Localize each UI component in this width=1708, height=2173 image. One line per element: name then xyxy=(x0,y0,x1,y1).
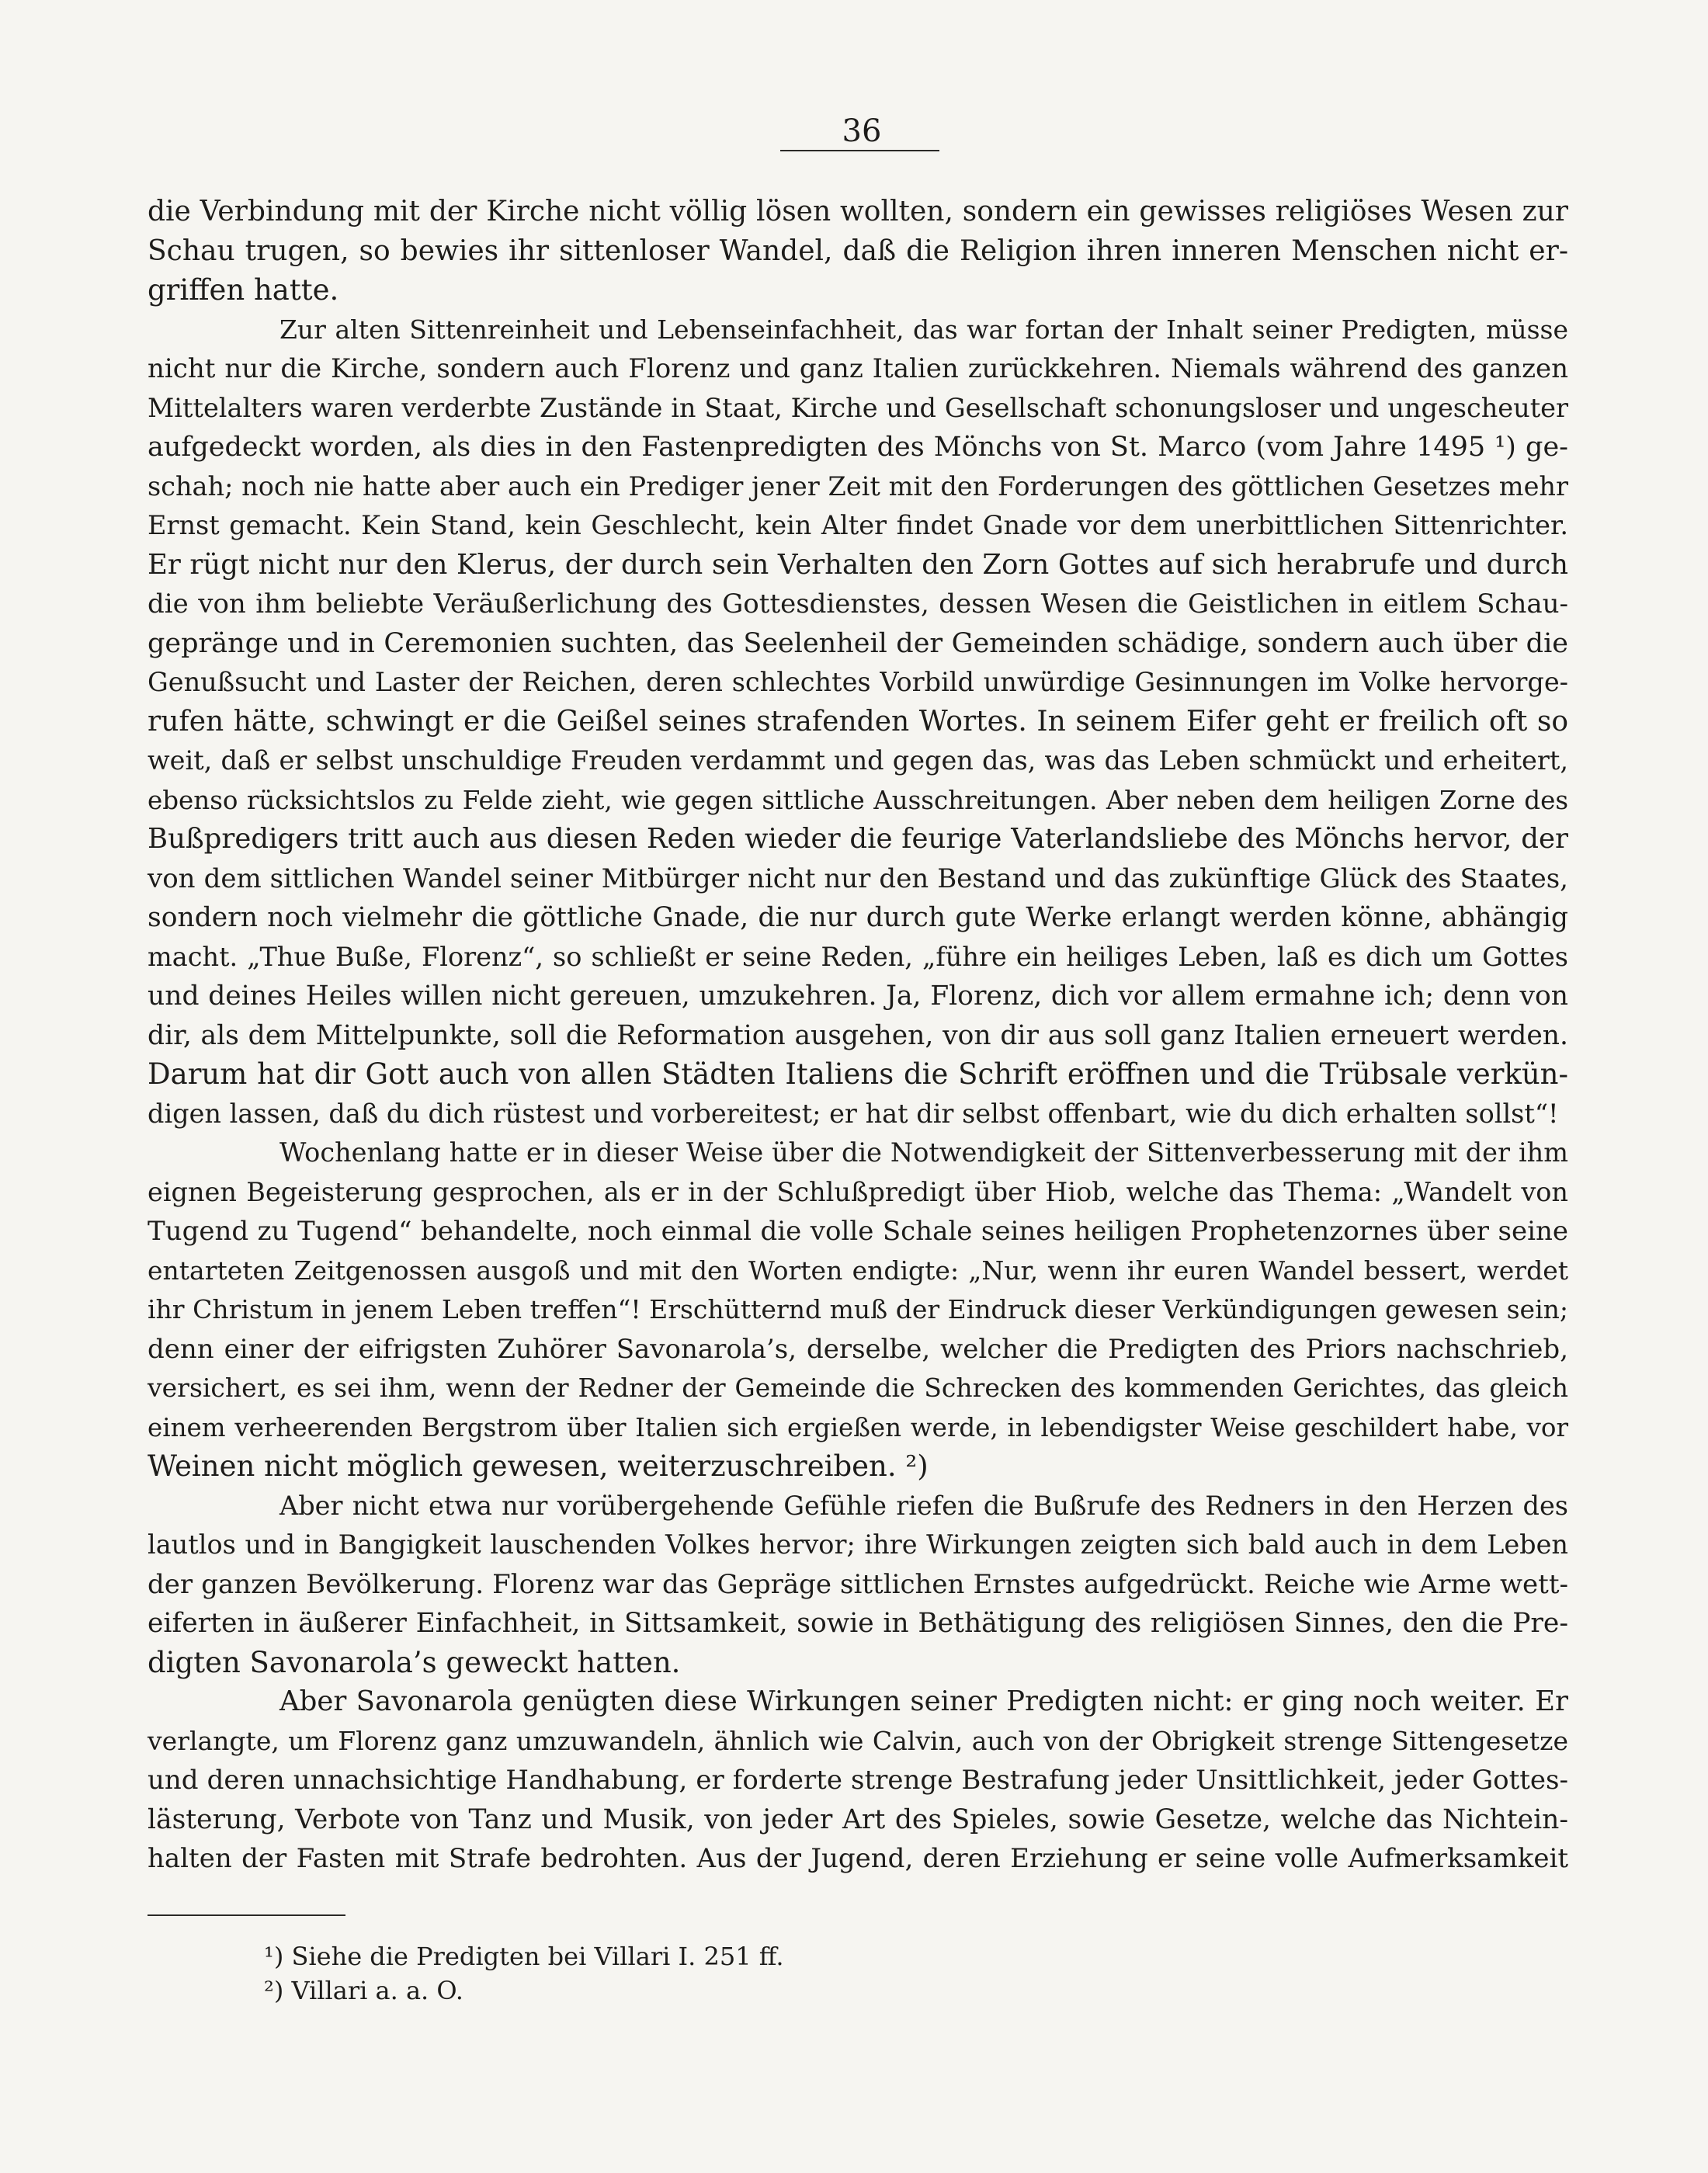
text-line: digten Savonarola’s geweckt hatten. xyxy=(148,1645,681,1679)
text-line: Tugend zu Tugend“ behandelte, noch einmal die volle Schale seines heiligen Prophetenzornes über seine xyxy=(148,1216,1568,1247)
text-line: lästerung, Verbote von Tanz und Musik, von jeder Art des Spieles, sowie Gesetze, welche das Nichtein- xyxy=(148,1803,1568,1835)
text-line: Aber nicht etwa nur vorübergehende Gefühle riefen die Bußrufe des Redners in den Herzen des xyxy=(279,1490,1568,1521)
text-line: Genußsucht und Laster der Reichen, deren schlechtes Vorbild unwürdige Gesinnungen im Volke hervorge- xyxy=(148,667,1568,697)
text-line: aufgedeckt worden, als dies in den Fastenpredigten des Mönchs von St. Marco (vom Jahre 1495 ¹) ge- xyxy=(148,432,1568,463)
text-line: eignen Begeisterung gesprochen, als er in der Schlußpredigt über Hiob, welche das Thema: „Wandelt von xyxy=(148,1176,1568,1207)
text-line: gepränge und in Ceremonien suchten, das Seelenheil der Gemeinden schädige, sondern auch über die xyxy=(148,627,1568,659)
footnotes xyxy=(264,1939,1196,2008)
text-line: griffen hatte. xyxy=(148,273,339,307)
text-line: Wochenlang hatte er in dieser Weise über die Notwendigkeit der Sittenverbesserung mit der ihm xyxy=(279,1137,1568,1168)
text-line: Ernst gemacht. Kein Stand, kein Geschlecht, kein Alter findet Gnade vor dem unerbittlichen Sittenrichter. xyxy=(148,510,1568,540)
page-number: 36 xyxy=(842,113,882,149)
text-line: nicht nur die Kirche, sondern auch Florenz und ganz Italien zurückkehren. Niemals während des ganzen xyxy=(148,353,1568,384)
text-line: macht. „Thue Buße, Florenz“, so schließt er seine Reden, „führe ein heiliges Leben, laß es dich um Gottes xyxy=(148,941,1568,972)
text-line: ebenso rücksichtslos zu Felde zieht, wie gegen sittliche Ausschreitungen. Aber neben dem heiligen Zorne des xyxy=(148,785,1568,815)
text-line: halten der Fasten mit Strafe bedrohten. Aus der Jugend, deren Erziehung er seine volle Aufmerksamkeit xyxy=(148,1843,1568,1874)
body-text xyxy=(148,193,1568,1879)
text-line: entarteten Zeitgenossen ausgoß und mit den Worten endigte: „Nur, wenn ihr euren Wandel bessert, werdet xyxy=(148,1255,1568,1286)
text-line: die von ihm beliebte Veräußerlichung des Gottesdienstes, dessen Wesen die Geistlichen in eitlem Schau- xyxy=(148,588,1568,620)
text-line: Er rügt nicht nur den Klerus, der durch sein Verhalten den Zorn Gottes auf sich herabrufe und durch xyxy=(148,548,1568,581)
text-line: die Verbindung mit der Kirche nicht völlig lösen wollten, sondern ein gewisses religiöses Wesen zur xyxy=(148,196,1568,227)
footnote-2: ²) Villari a. a. O. xyxy=(264,1976,463,2005)
text-line: versichert, es sei ihm, wenn der Redner der Gemeinde die Schrecken des kommenden Gerichtes, das gleich xyxy=(148,1373,1568,1403)
text-line: eiferten in äußerer Einfachheit, in Sittsamkeit, sowie in Bethätigung des religiösen Sinnes, den die Pre- xyxy=(148,1608,1568,1639)
page-number-rule xyxy=(780,150,939,151)
text-line: dir, als dem Mittelpunkte, soll die Reformation ausgehen, von dir aus soll ganz Italien erneuert werden. xyxy=(148,1019,1568,1051)
text-line: Schau trugen, so bewies ihr sittenloser Wandel, daß die Religion ihren inneren Menschen nicht er- xyxy=(148,234,1568,267)
text-line: Mittelalters waren verderbte Zustände in Staat, Kirche und Gesellschaft schonungsloser und ungescheuter xyxy=(148,392,1568,423)
text-line: schah; noch nie hatte aber auch ein Prediger jener Zeit mit den Forderungen des göttlichen Gesetzes mehr xyxy=(148,470,1568,502)
text-line: Bußpredigers tritt auch aus diesen Reden wieder die feurige Vaterlandsliebe des Mönchs hervor, der xyxy=(148,823,1568,855)
text-line: weit, daß er selbst unschuldige Freuden verdammt und gegen das, was das Leben schmückt und erheitert, xyxy=(148,745,1568,776)
footnote-rule xyxy=(148,1914,345,1916)
footnote-1: ¹) Siehe die Predigten bei Villari I. 251 ff. xyxy=(264,1942,784,1971)
text-line: ihr Christum in jenem Leben treffen“! Erschütternd muß der Eindruck dieser Verkündigungen gewesen sein; xyxy=(148,1294,1568,1324)
text-line: und deren unnachsichtige Handhabung, er forderte strenge Bestrafung jeder Unsittlichkeit, jeder Gottes- xyxy=(148,1765,1568,1796)
text-line: lautlos und in Bangigkeit lauschenden Volkes hervor; ihre Wirkungen zeigten sich bald auch in dem Leben xyxy=(148,1529,1568,1560)
text-line: Darum hat dir Gott auch von allen Städten Italiens die Schrift eröffnen und die Trübsale verkün- xyxy=(148,1057,1568,1091)
text-line: rufen hätte, schwingt er die Geißel seines strafenden Wortes. In seinem Eifer geht er freilich oft so xyxy=(148,705,1568,738)
text-line: verlangte, um Florenz ganz umzuwandeln, ähnlich wie Calvin, auch von der Obrigkeit strenge Sittengesetze xyxy=(148,1725,1568,1756)
text-line: sondern noch vielmehr die göttliche Gnade, die nur durch gute Werke erlangt werden könne, abhängig xyxy=(148,902,1568,933)
text-line: von dem sittlichen Wandel seiner Mitbürger nicht nur den Bestand und das zukünftige Glück des Staates, xyxy=(148,863,1568,894)
text-line: einem verheerenden Bergstrom über Italien sich ergießen werde, in lebendigster Weise geschildert habe, vor xyxy=(148,1412,1568,1442)
text-line: Zur alten Sittenreinheit und Lebenseinfachheit, das war fortan der Inhalt seiner Predigten, müsse xyxy=(279,314,1568,345)
text-line: und deines Heiles willen nicht gereuen, umzukehren. Ja, Florenz, dich vor allem ermahne ich; denn von xyxy=(148,981,1568,1012)
text-line: Aber Savonarola genügten diese Wirkungen seiner Predigten nicht: er ging noch weiter. Er xyxy=(279,1685,1568,1717)
text-line: digen lassen, daß du dich rüstest und vorbereitest; er hat dir selbst offenbart, wie du dich erhalten sollst“! xyxy=(148,1098,1559,1129)
text-line: Weinen nicht möglich gewesen, weiterzuschreiben. ²) xyxy=(148,1449,929,1483)
text-line: denn einer der eifrigsten Zuhörer Savonarola’s, derselbe, welcher die Predigten des Priors nachschrieb, xyxy=(148,1333,1568,1365)
text-line: der ganzen Bevölkerung. Florenz war das Gepräge sittlichen Ernstes aufgedrückt. Reiche wie Arme wett- xyxy=(148,1568,1568,1600)
